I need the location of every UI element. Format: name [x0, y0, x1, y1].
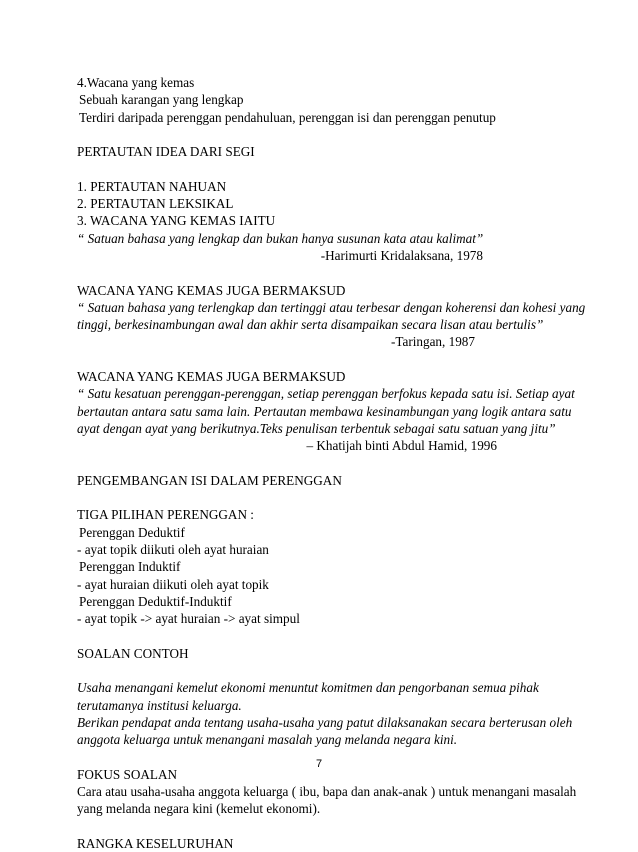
- quote-citation: – Khatijah binti Abdul Hamid, 1996: [306, 438, 497, 454]
- section-heading: WACANA YANG KEMAS JUGA BERMAKSUD: [77, 369, 346, 385]
- list-item: - ayat topik diikuti oleh ayat huraian: [77, 542, 269, 558]
- list-item: Perenggan Deduktif-Induktif: [79, 593, 232, 609]
- page-number: 7: [315, 758, 323, 770]
- quote-text: bertautan antara satu sama lain. Pertautan membawa kesinambungan yang logik antara satu: [77, 403, 572, 419]
- list-item: - ayat huraian diikuti oleh ayat topik: [77, 576, 269, 592]
- quote-text: “ Satuan bahasa yang lengkap dan bukan hanya susunan kata atau kalimat”: [77, 230, 484, 246]
- quote-citation: -Taringan, 1987: [390, 334, 475, 350]
- question-text: anggota keluarga untuk menangani masalah yang melanda negara kini.: [77, 732, 458, 748]
- section-heading: PENGEMBANGAN ISI DALAM PERENGGAN: [77, 472, 342, 488]
- section-heading: WACANA YANG KEMAS JUGA BERMAKSUD: [77, 282, 346, 298]
- list-item: 3. WACANA YANG KEMAS IAITU: [77, 213, 276, 229]
- section-heading: PERTAUTAN IDEA DARI SEGI: [77, 144, 255, 160]
- list-item: 1. PERTAUTAN NAHUAN: [77, 178, 227, 194]
- quote-text: ayat dengan ayat yang berikutnya.Teks penulisan terbentuk sebagai satu satuan yang jitu”: [77, 420, 556, 436]
- list-item: Perenggan Induktif: [79, 559, 181, 575]
- text-line: Sebuah karangan yang lengkap: [79, 92, 244, 108]
- quote-citation: -Harimurti Kridalaksana, 1978: [320, 247, 483, 263]
- quote-text: tinggi, berkesinambungan awal dan akhir serta disampaikan secara lisan atau bertulis”: [77, 317, 544, 333]
- text-line: Terdiri daripada perenggan pendahuluan, perenggan isi dan perenggan penutup: [79, 109, 496, 125]
- question-text: terutamanya institusi keluarga.: [77, 697, 242, 713]
- list-item: 2. PERTAUTAN LEKSIKAL: [77, 196, 234, 212]
- document-page: [77, 74, 586, 852]
- text-line: yang melanda negara kini (kemelut ekonomi).: [77, 801, 321, 817]
- text-line: Cara atau usaha-usaha anggota keluarga ( ibu, bapa dan anak-anak ) untuk menangani masalah: [77, 784, 577, 800]
- section-heading: FOKUS SOALAN: [77, 766, 178, 782]
- section-heading: SOALAN CONTOH: [77, 645, 189, 661]
- question-text: Berikan pendapat anda tentang usaha-usaha yang patut dilaksanakan secara berterusan oleh: [77, 714, 573, 730]
- list-item: - ayat topik -> ayat huraian -> ayat simpul: [77, 611, 300, 627]
- section-heading: RANGKA KESELURUHAN: [77, 836, 234, 852]
- question-text: Usaha menangani kemelut ekonomi menuntut komitmen dan pengorbanan semua pihak: [77, 680, 539, 696]
- quote-text: “ Satu kesatuan perenggan-perenggan, setiap perenggan berfokus kepada satu isi. Setiap ayat: [77, 386, 575, 402]
- heading-wacana-kemas: 4.Wacana yang kemas: [77, 75, 195, 90]
- section-heading: TIGA PILIHAN PERENGGAN :: [77, 507, 254, 523]
- quote-text: “ Satuan bahasa yang terlengkap dan tertinggi atau terbesar dengan koherensi dan kohesi yang: [77, 299, 586, 315]
- list-item: Perenggan Deduktif: [79, 524, 185, 540]
